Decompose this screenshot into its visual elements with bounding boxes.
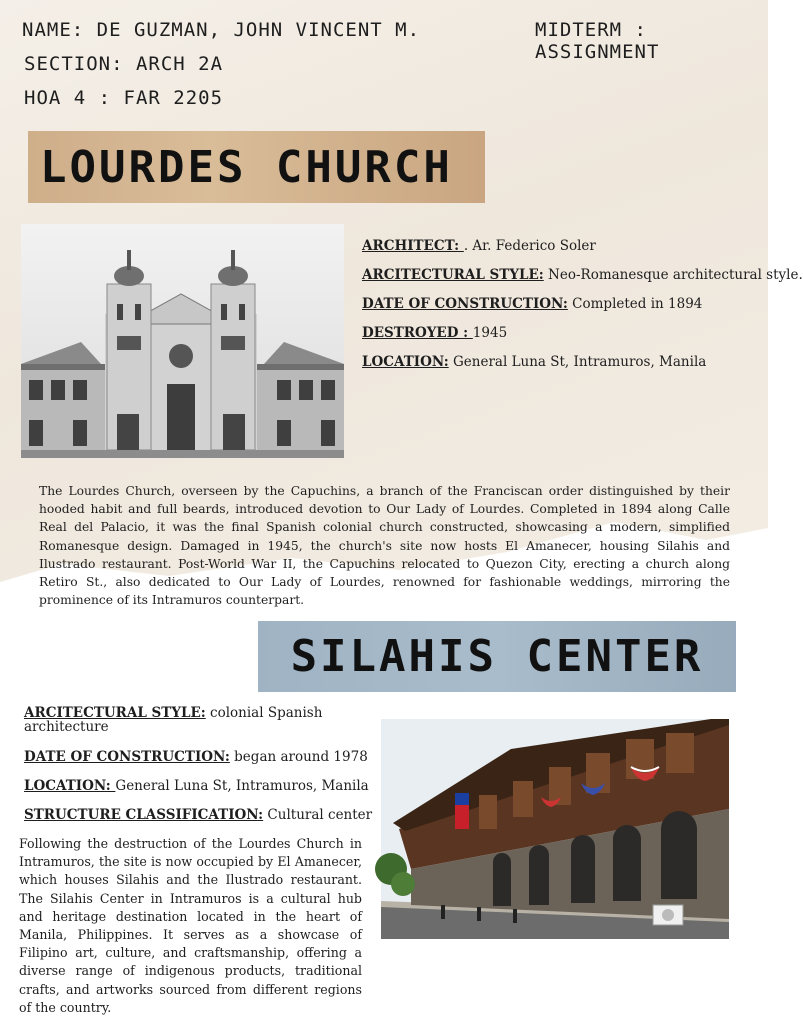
destroyed-value: 1945 bbox=[472, 325, 508, 341]
lourdes-church-title: LOURDES CHURCH bbox=[28, 131, 485, 203]
student-name: NAME: DE GUZMAN, JOHN VINCENT M. bbox=[22, 19, 421, 41]
date-value: began around 1978 bbox=[229, 749, 368, 765]
lourdes-church-photo bbox=[21, 224, 344, 458]
style-label: ARCITECTURAL STYLE: bbox=[362, 267, 544, 283]
style-label: ARCITECTURAL STYLE: bbox=[24, 705, 206, 721]
lourdes-date bbox=[362, 296, 702, 312]
silahis-center-photo bbox=[381, 719, 729, 939]
assignment-label: MIDTERM : ASSIGNMENT bbox=[535, 19, 660, 63]
silahis-location bbox=[24, 778, 369, 794]
style-value: Neo-Romanesque architectural style. bbox=[543, 267, 803, 283]
section-label: SECTION: ARCH 2A bbox=[24, 53, 224, 75]
lourdes-description: The Lourdes Church, overseen by the Capuchins, a branch of the Franciscan order distinguished by their hooded habit and full beards, introduced devotion to Our Lady of Lourdes. Completed in 1894 along Calle Real del Palacio, it was the final Spanish colonial church constructed, showcasing a modern, simplified Romanesque design. Damaged in 1945, the church's site now hosts El Amanecer, housing Silahis and Ilustrado restaurant. Post-World War II, the Capuchins relocated to Quezon City, erecting a church along Retiro St., also dedicated to Our Lady of Lourdes, renowned for fashionable weddings, mirroring the prominence of its Intramuros counterpart. bbox=[39, 484, 730, 608]
silahis-description: Following the destruction of the Lourdes Church in Intramuros, the site is now occupied by El Amanecer, which houses Silahis and the Ilustrado restaurant. The Silahis Center in Intramuros is a cultural hub and heritage destination located in the heart of Manila, Philippines. It serves as a showcase of Filipino art, culture, and craftsmanship, offering a diverse range of indigenous products, traditional crafts, and artworks sourced from different regions of the country. bbox=[19, 836, 362, 1015]
course-label: HOA 4 : FAR 2205 bbox=[24, 87, 224, 109]
silahis-style bbox=[24, 706, 322, 734]
lourdes-location bbox=[362, 354, 706, 370]
silahis-classification bbox=[24, 807, 372, 823]
lourdes-architect bbox=[362, 238, 596, 254]
lourdes-style bbox=[362, 267, 803, 283]
style-value-continued: architecture bbox=[24, 719, 109, 735]
silahis-center-title: SILAHIS CENTER bbox=[258, 621, 736, 692]
location-label: LOCATION: bbox=[24, 778, 116, 794]
classification-label: STRUCTURE CLASSIFICATION: bbox=[24, 807, 264, 823]
architect-label: ARCHITECT: bbox=[362, 238, 464, 254]
location-value: General Luna St, Intramuros, Manila bbox=[115, 778, 369, 794]
lourdes-destroyed bbox=[362, 325, 507, 341]
silahis-date bbox=[24, 749, 368, 765]
date-label: DATE OF CONSTRUCTION: bbox=[362, 296, 568, 312]
destroyed-label: DESTROYED : bbox=[362, 325, 473, 341]
classification-value: Cultural center bbox=[263, 807, 373, 823]
architect-value: . Ar. Federico Soler bbox=[463, 238, 596, 254]
date-value: Completed in 1894 bbox=[567, 296, 703, 312]
location-value: General Luna St, Intramuros, Manila bbox=[448, 354, 707, 370]
background-watermark bbox=[280, 39, 349, 135]
style-value: colonial Spanish bbox=[205, 705, 323, 721]
date-label: DATE OF CONSTRUCTION: bbox=[24, 749, 230, 765]
location-label: LOCATION: bbox=[362, 354, 449, 370]
